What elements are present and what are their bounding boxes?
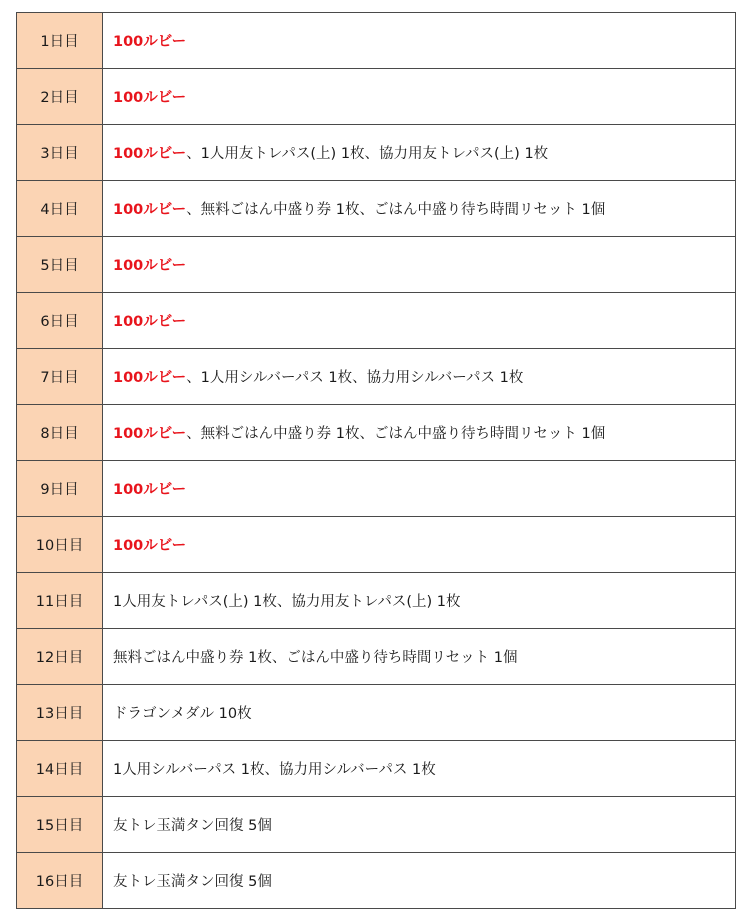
reward-items: 無料ごはん中盛り券 1枚、ごはん中盛り待ち時間リセット 1個 bbox=[113, 650, 518, 666]
day-label: 5日目 bbox=[17, 237, 103, 293]
day-label: 15日目 bbox=[17, 797, 103, 853]
ruby-reward: 100ルビー bbox=[113, 202, 187, 218]
table-row bbox=[17, 293, 736, 349]
reward-items: ドラゴンメダル 10枚 bbox=[113, 706, 252, 722]
reward-cell bbox=[103, 853, 736, 909]
ruby-reward: 100ルビー bbox=[113, 370, 187, 386]
reward-cell bbox=[103, 125, 736, 181]
table-row bbox=[17, 349, 736, 405]
table-row bbox=[17, 13, 736, 69]
day-label: 7日目 bbox=[17, 349, 103, 405]
day-label: 11日目 bbox=[17, 573, 103, 629]
reward-items: 友トレ玉満タン回復 5個 bbox=[113, 874, 272, 890]
reward-cell bbox=[103, 797, 736, 853]
reward-cell bbox=[103, 461, 736, 517]
reward-items: 友トレ玉満タン回復 5個 bbox=[113, 818, 272, 834]
ruby-reward: 100ルビー bbox=[113, 258, 187, 274]
day-label: 16日目 bbox=[17, 853, 103, 909]
reward-items: 、無料ごはん中盛り券 1枚、ごはん中盛り待ち時間リセット 1個 bbox=[186, 426, 606, 442]
table-row bbox=[17, 181, 736, 237]
day-label: 1日目 bbox=[17, 13, 103, 69]
table-row bbox=[17, 69, 736, 125]
reward-cell bbox=[103, 741, 736, 797]
reward-cell bbox=[103, 405, 736, 461]
table-row bbox=[17, 629, 736, 685]
reward-items: 、1人用シルバーパス 1枚、協力用シルバーパス 1枚 bbox=[186, 370, 524, 386]
ruby-reward: 100ルビー bbox=[113, 538, 187, 554]
day-label: 10日目 bbox=[17, 517, 103, 573]
reward-items: 1人用友トレパス(上) 1枚、協力用友トレパス(上) 1枚 bbox=[113, 594, 461, 610]
reward-cell bbox=[103, 13, 736, 69]
table-row bbox=[17, 741, 736, 797]
day-label: 14日目 bbox=[17, 741, 103, 797]
day-label: 4日目 bbox=[17, 181, 103, 237]
reward-cell bbox=[103, 349, 736, 405]
table-row bbox=[17, 405, 736, 461]
reward-table-body bbox=[17, 13, 736, 909]
reward-cell bbox=[103, 237, 736, 293]
day-label: 3日目 bbox=[17, 125, 103, 181]
table-row bbox=[17, 237, 736, 293]
table-row bbox=[17, 853, 736, 909]
day-label: 6日目 bbox=[17, 293, 103, 349]
day-label: 9日目 bbox=[17, 461, 103, 517]
login-reward-table bbox=[16, 12, 736, 909]
table-row bbox=[17, 517, 736, 573]
reward-cell bbox=[103, 629, 736, 685]
reward-cell bbox=[103, 69, 736, 125]
table-row bbox=[17, 461, 736, 517]
reward-items: 、無料ごはん中盛り券 1枚、ごはん中盛り待ち時間リセット 1個 bbox=[186, 202, 606, 218]
reward-items: 、1人用友トレパス(上) 1枚、協力用友トレパス(上) 1枚 bbox=[186, 146, 549, 162]
table-row bbox=[17, 797, 736, 853]
reward-cell bbox=[103, 293, 736, 349]
reward-cell bbox=[103, 573, 736, 629]
day-label: 12日目 bbox=[17, 629, 103, 685]
ruby-reward: 100ルビー bbox=[113, 482, 187, 498]
reward-cell bbox=[103, 685, 736, 741]
table-row bbox=[17, 125, 736, 181]
day-label: 8日目 bbox=[17, 405, 103, 461]
reward-cell bbox=[103, 181, 736, 237]
table-row bbox=[17, 685, 736, 741]
ruby-reward: 100ルビー bbox=[113, 146, 187, 162]
ruby-reward: 100ルビー bbox=[113, 426, 187, 442]
day-label: 13日目 bbox=[17, 685, 103, 741]
ruby-reward: 100ルビー bbox=[113, 90, 187, 106]
reward-items: 1人用シルバーパス 1枚、協力用シルバーパス 1枚 bbox=[113, 762, 436, 778]
table-row bbox=[17, 573, 736, 629]
day-label: 2日目 bbox=[17, 69, 103, 125]
ruby-reward: 100ルビー bbox=[113, 314, 187, 330]
reward-cell bbox=[103, 517, 736, 573]
ruby-reward: 100ルビー bbox=[113, 34, 187, 50]
